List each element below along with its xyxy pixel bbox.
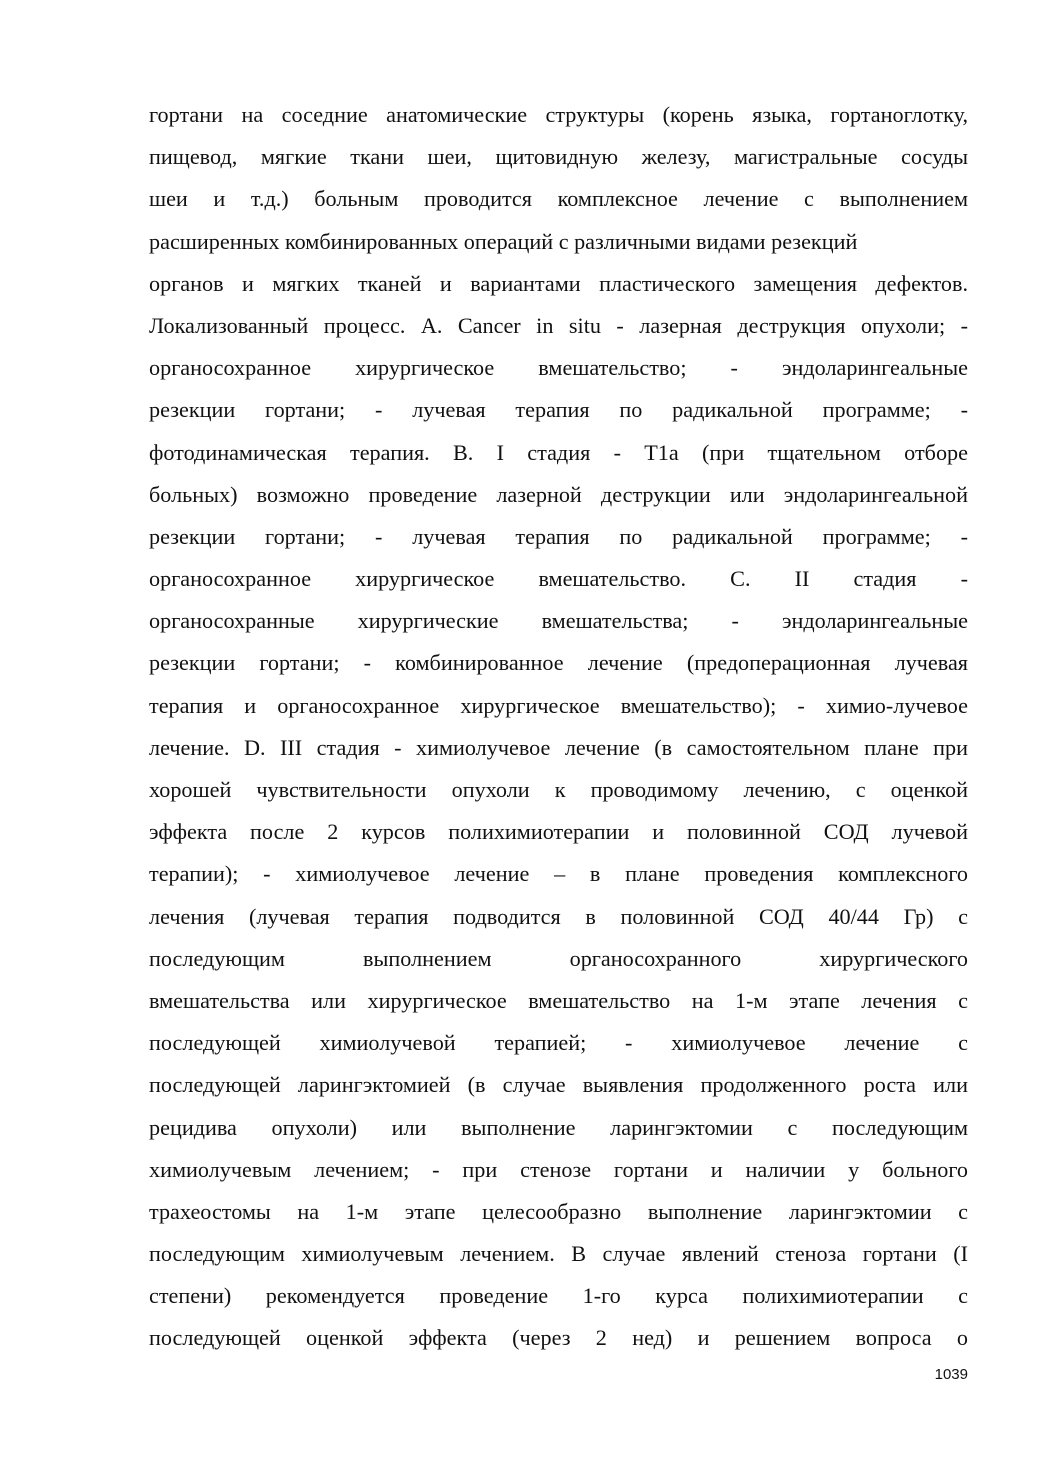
text-line: Локализованный процесс. A. Cancer in situ - лазерная деструкция опухоли; - xyxy=(149,312,968,338)
text-line: вмешательства или хирургическое вмешательство на 1-м этапе лечения с xyxy=(149,987,968,1013)
text-line: рецидива опухоли) или выполнение ларингэктомии с последующим xyxy=(149,1114,968,1140)
text-line: органосохранное хирургическое вмешательство; - эндоларингеальные xyxy=(149,355,968,381)
text-line: больных) возможно проведение лазерной деструкции или эндоларингеальной xyxy=(149,481,968,507)
text-line: резекции гортани; - лучевая терапия по радикальной программе; - xyxy=(149,397,968,423)
text-line: последующей химиолучевой терапией; - химиолучевое лечение с xyxy=(149,1030,968,1056)
text-line: терапия и органосохранное хирургическое вмешательство); - химио-лучевое xyxy=(149,692,968,718)
text-line: терапии); - химиолучевое лечение – в плане проведения комплексного xyxy=(149,861,968,887)
text-line: трахеостомы на 1-м этапе целесообразно выполнение ларингэктомии с xyxy=(149,1198,968,1224)
text-line: шеи и т.д.) больным проводится комплексное лечение с выполнением xyxy=(149,186,968,212)
text-line: хорошей чувствительности опухоли к проводимому лечению, с оценкой xyxy=(149,777,968,802)
text-line: гортани на соседние анатомические структуры (корень языка, гортаноглотку, xyxy=(149,102,968,127)
body-text xyxy=(149,94,968,1360)
text-line: резекции гортани; - лучевая терапия по радикальной программе; - xyxy=(149,523,968,549)
text-line: органосохранные хирургические вмешательства; - эндоларингеальные xyxy=(149,608,968,634)
page-number: 1039 xyxy=(934,1366,968,1383)
text-line: эффекта после 2 курсов полихимиотерапии и половинной СОД лучевой xyxy=(149,819,968,845)
text-line: пищевод, мягкие ткани шеи, щитовидную железу, магистральные сосуды xyxy=(149,144,968,170)
text-line: степени) рекомендуется проведение 1-го курса полихимиотерапии с xyxy=(149,1283,968,1309)
text-line: органосохранное хирургическое вмешательство. C. II стадия - xyxy=(149,566,968,592)
text-line: последующей оценкой эффекта (через 2 нед) и решением вопроса о xyxy=(149,1325,968,1351)
text-line: лечения (лучевая терапия подводится в половинной СОД 40/44 Гр) с xyxy=(149,903,968,929)
text-line: органов и мягких тканей и вариантами пластического замещения дефектов. xyxy=(149,270,968,296)
text-line: последующим химиолучевым лечением. В случае явлений стеноза гортани (I xyxy=(149,1241,968,1267)
text-line: лечение. D. III стадия - химиолучевое лечение (в самостоятельном плане при xyxy=(149,734,968,760)
text-line: фотодинамическая терапия. B. I стадия - T1a (при тщательном отборе xyxy=(149,439,968,465)
text-line: последующей ларингэктомией (в случае выявления продолженного роста или xyxy=(149,1072,968,1098)
text-line: химиолучевым лечением; - при стенозе гортани и наличии у больного xyxy=(149,1156,968,1182)
text-line: последующим выполнением органосохранного хирургического xyxy=(149,945,968,971)
text-line: расширенных комбинированных операций с различными видами резекций xyxy=(149,228,858,254)
text-line: резекции гортани; - комбинированное лечение (предоперационная лучевая xyxy=(149,650,968,676)
